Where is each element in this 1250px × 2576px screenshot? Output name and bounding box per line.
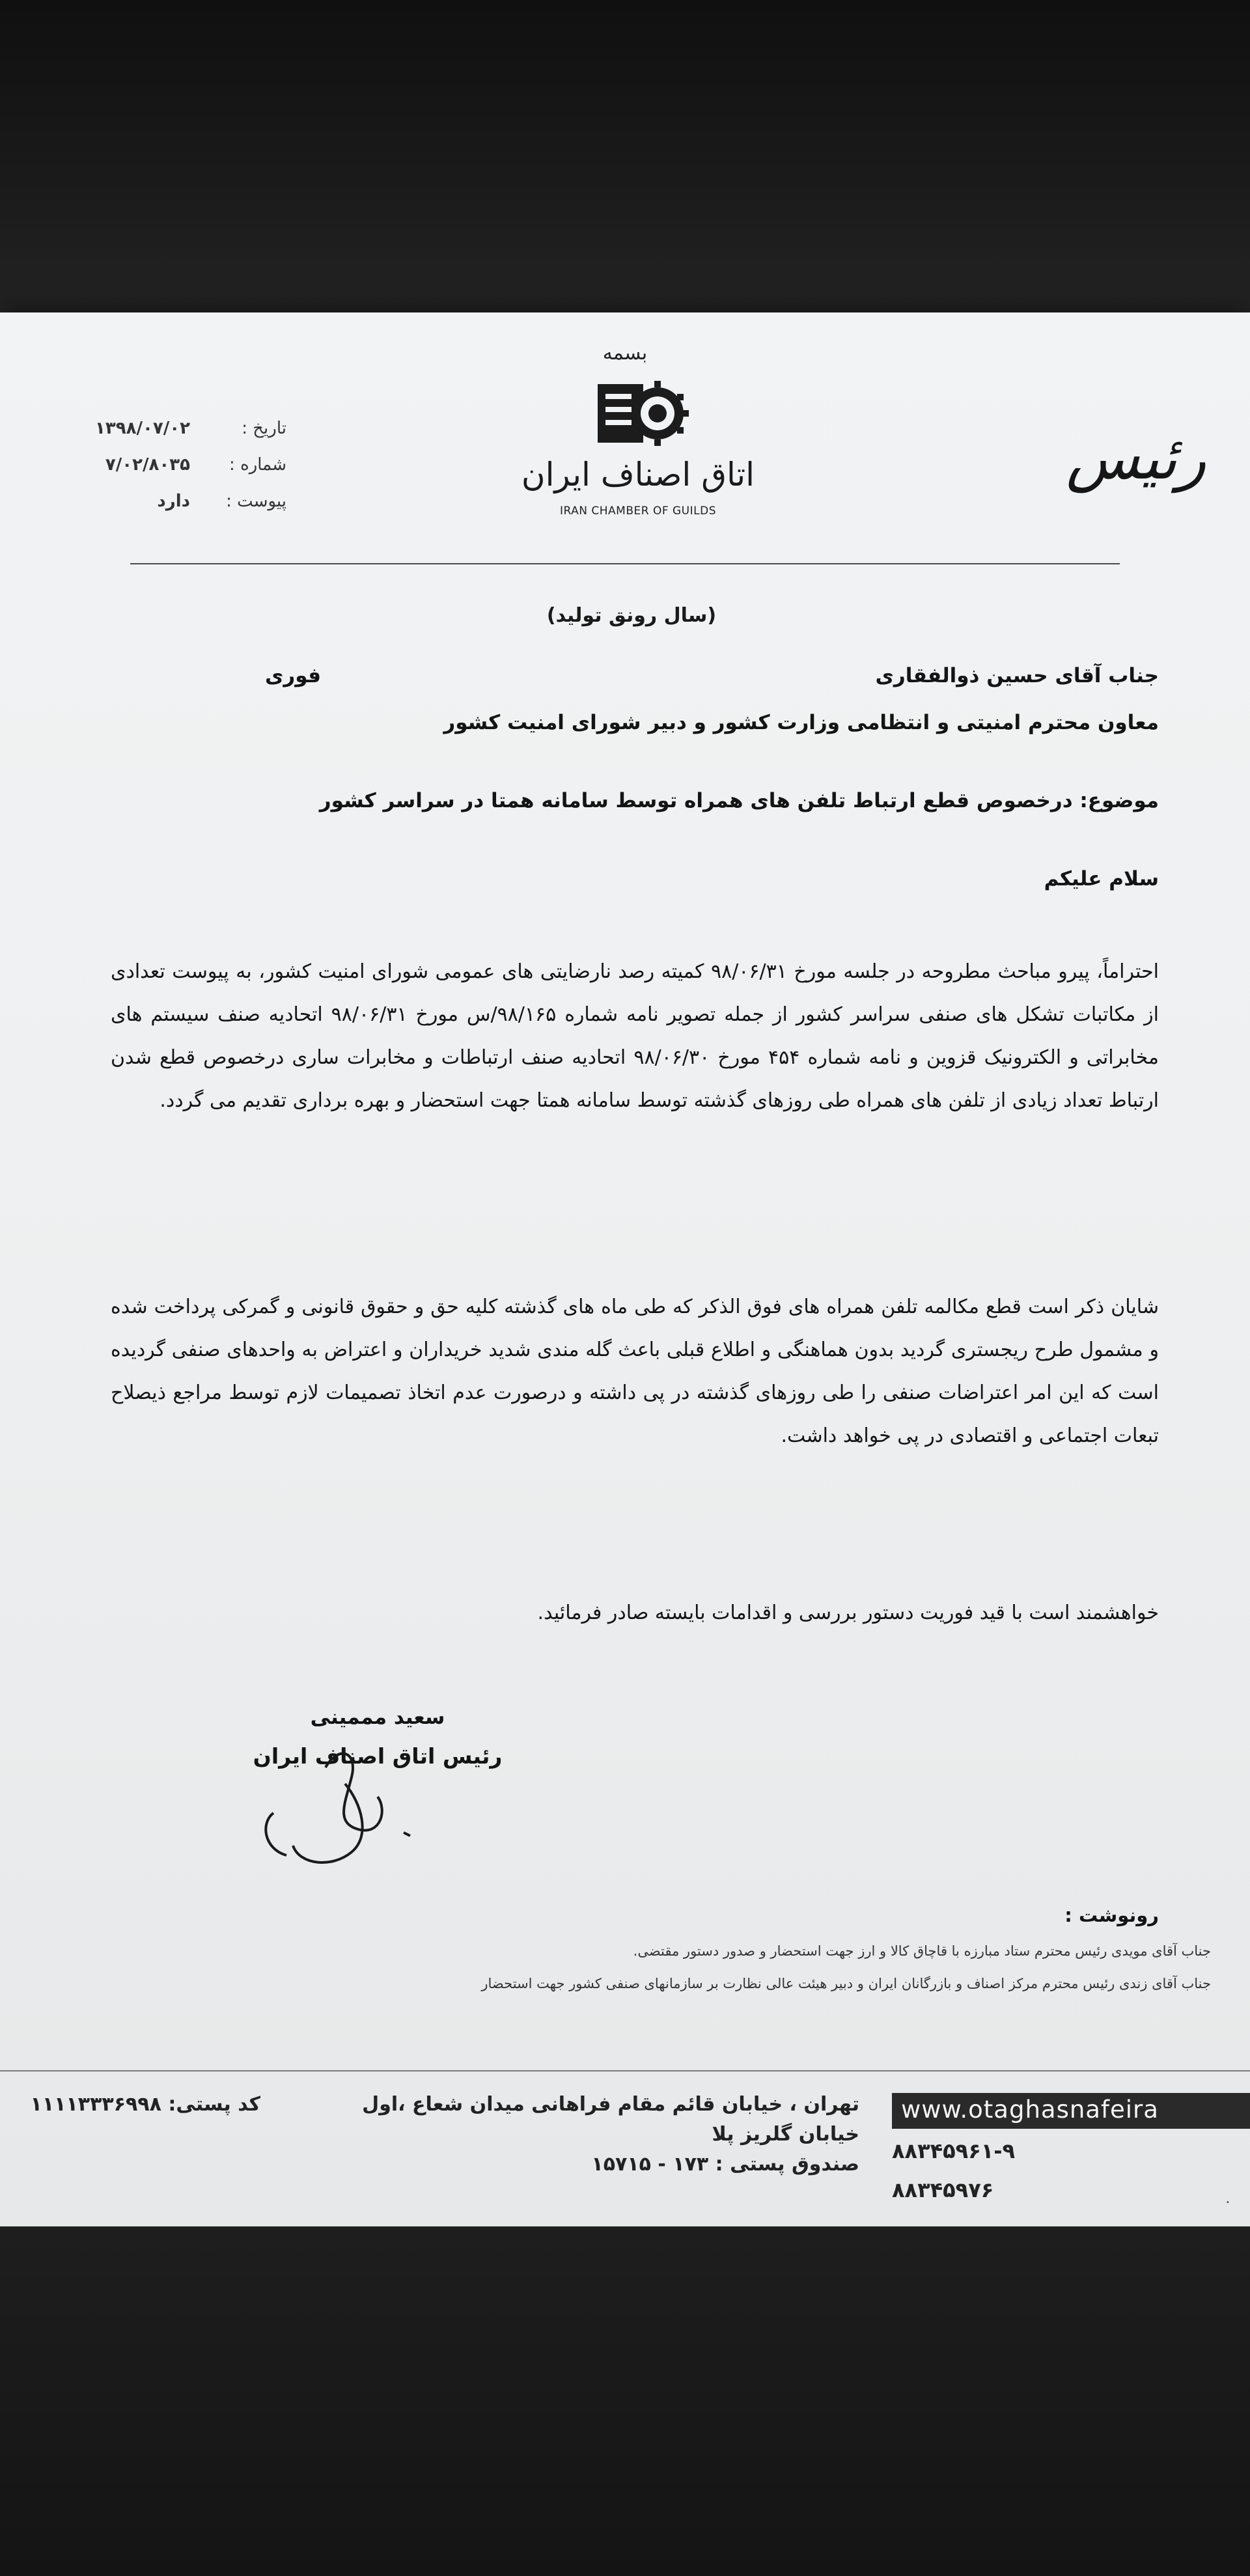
urgency-label: فوری	[265, 664, 321, 687]
meta-date-label: تاریخ :	[242, 419, 286, 438]
year-motto: (سال رونق تولید)	[546, 604, 717, 627]
signatory-name: سعید مممینی	[310, 1706, 445, 1729]
cc-line-2: جناب آقای زندی رئیس محترم مرکز اصناف و بازرگانان ایران و دبیر هیئت عالی نظارت بر سازمانهای صنفی کشور جهت استحضار	[481, 1976, 1211, 1991]
meta-number-row	[52, 447, 286, 483]
photo-background-bottom	[0, 2226, 1250, 2576]
body-paragraph-2: شایان ذکر است قطع مکالمه تلفن همراه های فوق الذکر که طی ماه های گذشته کلیه حق و حقوق قانونی و گمرکی پرداخت شده و مشمول طرح ریجستری گردید بدون هماهنگی و اطلاع قبلی باعث گله مندی شدید خریداران و اعتراض به واحدهای صنفی گردیده است که این امر اعتراضات صنفی را طی روزهای گذشته در پی داشته و درصورت عدم اتخاذ تصمیمات لازم توسط مراجع ذیصلاح تبعات اجتماعی و اقتصادی در پی خواهد داشت.	[111, 1295, 1159, 1447]
footer-postal-code	[0, 2090, 260, 2120]
photo-background-top	[0, 0, 1250, 325]
page-corner-mark: ۰	[1224, 2194, 1232, 2210]
meta-attachment-value: دارد	[157, 492, 190, 511]
chamber-logo-icon	[592, 378, 690, 449]
footer-phone-2: ۸۸۳۴۵۹۷۶	[892, 2178, 994, 2202]
cc-heading: رونوشت :	[1064, 1904, 1159, 1926]
org-name-persian: اتاق اصناف ایران	[521, 456, 755, 493]
meta-date-row	[52, 410, 286, 447]
meta-attachment-label: پیوست :	[226, 492, 286, 511]
addressee-title: معاون محترم امنیتی و انتظامی وزارت کشور و دبیر شورای امنیت کشور	[443, 711, 1159, 734]
header-divider	[130, 563, 1120, 564]
footer-website: www.otaghasnafeira	[892, 2093, 1250, 2129]
addressee-name: جناب آقای حسین ذوالفقاری	[875, 664, 1159, 687]
letterhead-invocation: بسمه	[602, 342, 648, 365]
meta-attachment-row	[52, 483, 286, 519]
president-handwritten-mark: رئیس	[1066, 423, 1206, 493]
footer-address-line-1: تهران ، خیابان قائم مقام فراهانی میدان شعاع ،اول خیابان گلریز پلا	[362, 2093, 859, 2146]
meta-number-label: شماره :	[229, 455, 286, 475]
body-paragraph-3: خواهشمند است با قید فوریت دستور بررسی و اقدامات بایسته صادر فرمائید.	[537, 1601, 1159, 1624]
letter-page	[0, 312, 1250, 2226]
footer-postal-code-text: کد پستی: ۱۱۱۱۳۳۳۶۹۹۸	[30, 2093, 260, 2116]
org-name-english: IRAN CHAMBER OF GUILDS	[559, 505, 716, 518]
footer-address	[339, 2090, 859, 2180]
footer-phone-1: ۸۸۳۴۵۹۶۱-۹	[892, 2139, 1016, 2163]
body-paragraph-1: احتراماً، پیرو مباحث مطروحه در جلسه مورخ ۹۸/۰۶/۳۱ کمیته رصد نارضایتی های عمومی شورای امنیت کشور، به پیوست تعدادی از مکاتبات تشکل های صنفی سراسر کشور از جمله تصویر نامه شماره ۹۸/۱۶۵/س مورخ ۹۸/۰۶/۳۱ اتحادیه صنف سیستم های مخابراتی و الکترونیک قزوین و نامه شماره ۴۵۴ مورخ ۹۸/۰۶/۳۰ اتحادیه صنف ارتباطات و مخابرات ساری درخصوص قطع شدن ارتباط تعداد زیادی از تلفن های همراه طی روزهای گذشته توسط سامانه همتا جهت استحضار و بهره برداری تقدیم می گردد.	[111, 960, 1159, 1112]
footer-divider	[0, 2070, 1250, 2071]
signatory-title: رئیس اتاق اصناف ایران	[253, 1743, 503, 1769]
letter-greeting: سلام علیکم	[1044, 867, 1159, 891]
handwritten-signature	[247, 1706, 456, 1875]
footer-po-box: صندوق پستی : ۱۷۳ - ۱۵۷۱۵	[591, 2153, 859, 2176]
cc-line-1: جناب آقای مویدی رئیس محترم ستاد مبارزه با قاچاق کالا و ارز جهت استحضار و صدور دستور مقتضی.	[633, 1943, 1211, 1959]
meta-number-value: ۷/۰۲/۸۰۳۵	[105, 455, 190, 475]
letter-subject: موضوع: درخصوص قطع ارتباط تلفن های همراه توسط سامانه همتا در سراسر کشور	[319, 789, 1159, 812]
meta-date-value: ۱۳۹۸/۰۷/۰۲	[95, 419, 190, 438]
letter-meta-block	[52, 410, 286, 519]
